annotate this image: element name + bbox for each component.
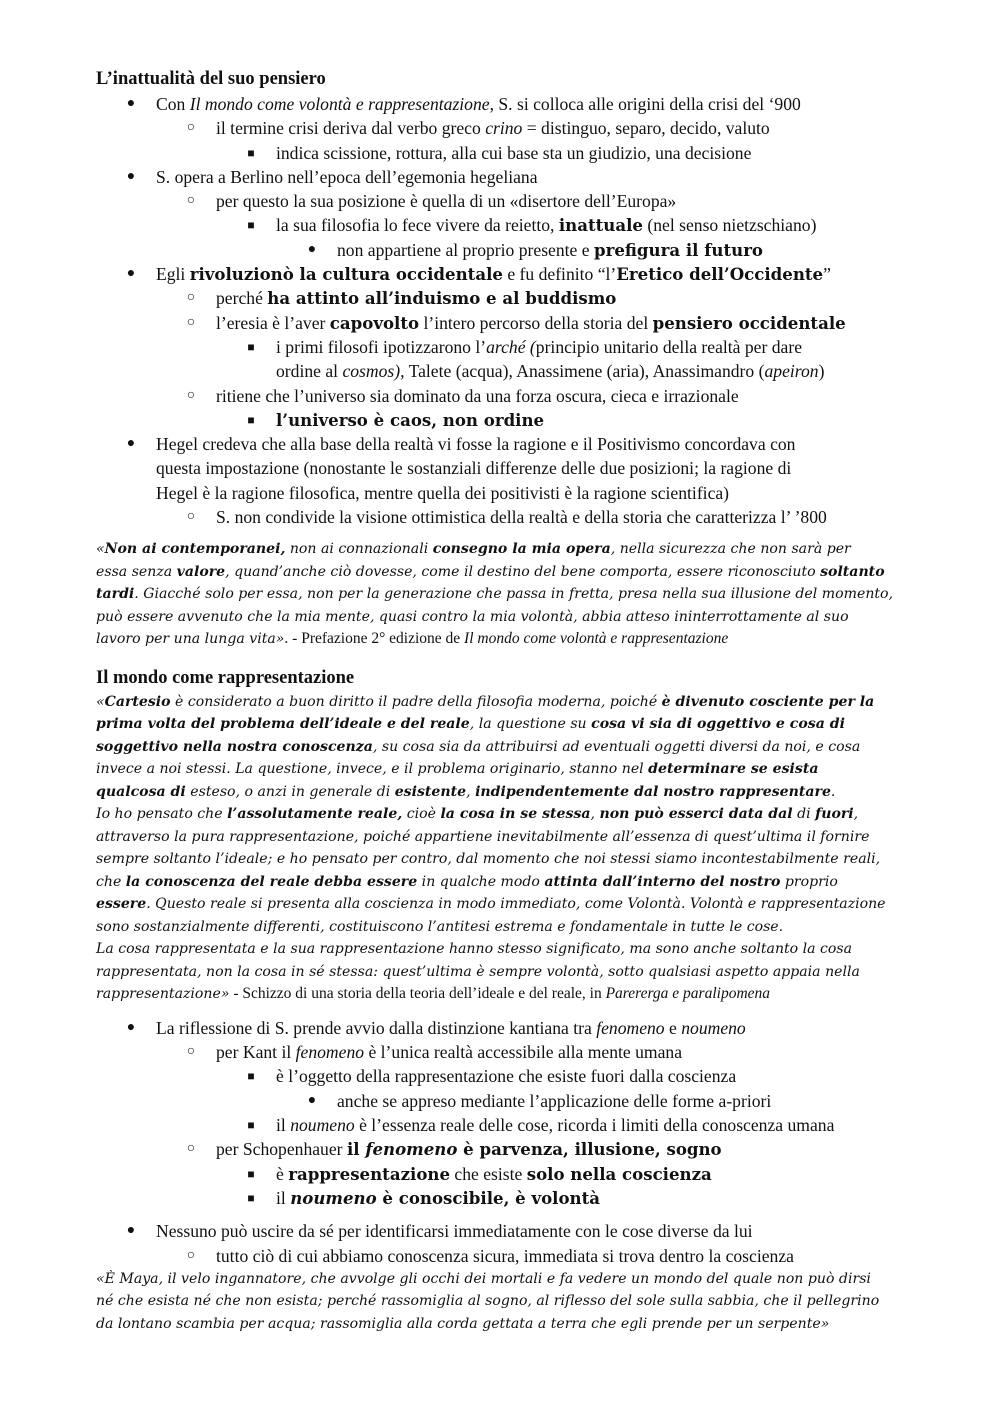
text-bold: rivoluzionò la cultura occidentale (189, 264, 503, 285)
text: è l’unica realtà accessibile alla mente umana (364, 1042, 683, 1063)
text-bold: consegno la mia opera (432, 541, 611, 558)
text: che esiste (450, 1163, 527, 1184)
text-bold: Eretico dell’Occidente (616, 264, 824, 285)
text-italic: crino (485, 118, 523, 139)
text-bold: è parvenza, illusione, sogno (457, 1139, 722, 1160)
text-bold-italic: noumeno (290, 1187, 377, 1208)
text-bold: tardi (96, 586, 135, 603)
text: i primi filosofi ipotizzarono l’ (276, 336, 487, 357)
list-item (96, 1040, 930, 1064)
text: è l’essenza reale delle cose, ricorda i limiti della conoscenza umana (354, 1115, 835, 1136)
list-item (96, 116, 930, 140)
circle-bullet-icon: ○ (186, 387, 196, 403)
spacer (96, 529, 930, 538)
text-source: - Schizzo di una storia della teoria dell’ideale e del reale, in (229, 985, 606, 1003)
text-bold: rappresentazione (288, 1163, 451, 1184)
text-bold: soltanto (820, 563, 885, 580)
circle-bullet-icon: ○ (186, 120, 196, 136)
text: anche se appreso mediante l’applicazione delle forme a-priori (337, 1090, 772, 1111)
bullet-icon: ● (307, 1092, 317, 1108)
text: , S. si colloca alle origini della crisi del ‘900 (489, 94, 801, 114)
quote-line: sono sostanzialmente differenti, costituiscono l’antitesi estrema e fondamentale in tutte le cose. (96, 918, 784, 935)
list-item (96, 213, 930, 237)
text: , la questione su (469, 716, 592, 733)
text: cioè (402, 806, 441, 823)
quote-cartesio (96, 691, 930, 1006)
quote-line (96, 781, 930, 804)
square-bullet-icon: ■ (247, 218, 255, 233)
text: Talete (acqua), Anassimene (aria), Anassimandro ( (404, 361, 765, 382)
quote-line: «È Maya, il velo ingannatore, che avvolge gli occhi dei mortali e fa vedere un mondo del quale non può dirsi (96, 1270, 871, 1287)
text: S. opera a Berlino nell’epoca dell’egemonia hegeliana (156, 166, 538, 187)
text: che (96, 873, 126, 890)
quote-line (96, 583, 930, 606)
text: . Giacché solo per essa, non per la generazione che passa in fretta, presa nella sua illusione del momento, (134, 586, 894, 603)
quote-line (96, 736, 930, 759)
bullet-icon: ● (307, 241, 317, 257)
text-italic: apeiron (764, 361, 819, 382)
square-bullet-icon: ■ (247, 1069, 255, 1084)
text-italic: noumeno (290, 1115, 355, 1136)
text: , (590, 806, 600, 823)
list-item (96, 189, 930, 213)
text-italic: arché ( (486, 336, 536, 357)
list-item (96, 1089, 930, 1113)
text-bold: la cosa in se stessa (440, 806, 591, 823)
text-source-title: Il mondo come volontà e rappresentazione (464, 630, 729, 648)
text: Hegel è la ragione filosofica, mentre quella dei positivisti è la ragione scientifica) (156, 482, 730, 503)
text-italic: Il mondo come volontà e rappresentazione (189, 94, 490, 114)
text: Egli (156, 264, 190, 285)
list-item (96, 1016, 930, 1040)
bullet-icon: ● (126, 266, 136, 282)
text: « (96, 541, 105, 558)
bullet-list-rappresentazione (96, 1016, 930, 1268)
quote-line: sempre soltanto l’ideale; e ho pensato per contro, dal momento che noi stessi siamo incontestabilmente reali, (96, 851, 881, 868)
text: proprio (780, 873, 838, 890)
spacer (96, 1210, 930, 1219)
text: , quand’anche ciò dovesse, come il destino del bene comporta, essere riconosciuto (225, 563, 821, 580)
list-item (96, 1064, 930, 1088)
section-title-rappresentazione: Il mondo come rappresentazione (96, 667, 355, 688)
list-item (96, 1137, 930, 1161)
text: . (830, 783, 836, 800)
text: , (466, 783, 476, 800)
quote-line (96, 713, 930, 736)
list-item (96, 1219, 930, 1243)
list-item (96, 92, 930, 116)
circle-bullet-icon: ○ (186, 193, 196, 209)
text: questa impostazione (nonostante le sostanziali differenze delle due posizioni; la ragione di (156, 458, 792, 479)
text: . Questo reale si presenta alla coscienza in modo immediato, come Volontà. Volontà e rappresentazione (146, 896, 886, 913)
text: il (276, 1187, 291, 1208)
quote-line: La cosa rappresentata e la sua rappresentazione hanno stesso significato, ma sono anche soltanto la cosa (96, 941, 853, 958)
text: esteso, o anzi in generale di (185, 783, 395, 800)
list-item (96, 238, 930, 262)
text: il termine crisi deriva dal verbo greco (216, 118, 486, 139)
text: Con (156, 94, 190, 114)
list-item (96, 262, 930, 286)
text: principio unitario della realtà per dare (535, 336, 803, 357)
quote-line: attraverso la pura rappresentazione, poiché appartiene inevitabilmente all’essenza di quest’ultima il fornire (96, 828, 870, 845)
text: Nessuno può uscire da sé per identificarsi immediatamente con le cose diverse da lui (156, 1221, 753, 1242)
list-item (96, 1244, 930, 1268)
square-bullet-icon: ■ (247, 1190, 255, 1205)
text: il (276, 1115, 291, 1136)
bullet-icon: ● (126, 436, 136, 452)
text: tutto ciò di cui abbiamo conoscenza sicura, immediata si trova dentro la coscienza (216, 1245, 794, 1266)
text-bold: soggettivo nella nostra conoscenza (96, 738, 373, 755)
text: ) (818, 361, 825, 382)
text-bold: ha attinto all’induismo e al buddismo (267, 288, 617, 309)
text: « (96, 693, 105, 710)
bullet-icon: ● (126, 1223, 136, 1239)
spacer (96, 651, 930, 665)
text: è (276, 1163, 289, 1184)
text-bold: l’universo è caos, non ordine (276, 409, 545, 430)
text: S. non condivide la visione ottimistica della realtà e della storia che caratterizza l’ ’800 (216, 507, 827, 528)
text-italic: cosmos), (342, 361, 405, 382)
list-item-continuation (96, 481, 930, 505)
list-item (96, 141, 930, 165)
list-item (96, 432, 930, 456)
list-item-continuation (96, 359, 930, 383)
text: per questo la sua posizione è quella di un «disertore dell’Europa» (216, 191, 677, 212)
text-bold: determinare se esista (648, 761, 819, 778)
text: l’intero percorso della storia del (419, 312, 653, 333)
text: e (664, 1017, 682, 1038)
text: Io ho pensato che (96, 806, 228, 823)
text: Hegel credeva che alla base della realtà vi fosse la ragione e il Positivismo concordava con (156, 434, 796, 455)
text-bold: fuori (815, 806, 854, 823)
bullet-icon: ● (126, 96, 136, 111)
text-bold: attinta dall’interno del nostro (544, 873, 781, 890)
quote-prefazione (96, 538, 930, 651)
text-bold-italic: fenomeno (365, 1139, 458, 1160)
quote-line (96, 983, 930, 1006)
text-source-title: Parererga e paralipomena (605, 985, 771, 1003)
list-item (96, 1162, 930, 1186)
text-bold: è conoscibile, è volontà (376, 1187, 601, 1208)
text: è considerato a buon diritto il padre della filosofia moderna, poiché (170, 693, 662, 710)
list-item (96, 384, 930, 408)
text: la sua filosofia lo fece vivere da reietto, (276, 215, 559, 236)
circle-bullet-icon: ○ (186, 1141, 196, 1157)
square-bullet-icon: ■ (247, 1118, 255, 1133)
quote-line: né che esista né che non esista; perché rassomiglia al sogno, al riflesso del sole sulla sabbia, che il pellegrino (96, 1293, 880, 1310)
square-bullet-icon: ■ (247, 1166, 255, 1181)
text-italic: noumeno (681, 1017, 746, 1038)
list-item (96, 286, 930, 310)
circle-bullet-icon: ○ (186, 1247, 196, 1263)
text: = distinguo, separo, decido, valuto (522, 118, 770, 139)
circle-bullet-icon: ○ (186, 290, 196, 306)
quote-line (96, 758, 930, 781)
quote-line (96, 871, 930, 894)
text-bold: non può esserci data dal (599, 806, 793, 823)
text-italic: fenomeno (596, 1017, 665, 1038)
bullet-icon: ● (126, 1019, 136, 1035)
text-bold: Non ai contemporanei, (104, 541, 286, 558)
list-item-continuation (96, 456, 930, 480)
text-bold: la conoscenza del reale debba essere (125, 873, 418, 890)
circle-bullet-icon: ○ (186, 1044, 196, 1060)
text: l’eresia è l’aver (216, 312, 330, 333)
section-title-inattualita: L’inattualità del suo pensiero (96, 69, 326, 89)
square-bullet-icon: ■ (247, 339, 255, 354)
text: in qualche modo (417, 873, 545, 890)
quote-maya (96, 1268, 930, 1336)
quote-line (96, 561, 930, 584)
quote-line: rappresentata, non la cosa in sé stessa: quest’ultima è sempre volontà, sotto qualsiasi aspetto appaia nella (96, 963, 860, 980)
text: , (853, 806, 859, 823)
text: è l’oggetto della rappresentazione che esiste fuori dalla coscienza (276, 1066, 737, 1087)
text: , nella sicurezza che non sarà per (610, 541, 851, 558)
list-item (96, 505, 930, 529)
circle-bullet-icon: ○ (186, 509, 196, 525)
spacer (96, 1006, 930, 1016)
text: essa senza (96, 563, 177, 580)
text-bold: pensiero occidentale (652, 312, 846, 333)
text-bold: prima volta del problema dell’ideale e del reale (96, 716, 470, 733)
text-bold: inattuale (558, 215, 643, 236)
text: La riflessione di S. prende avvio dalla distinzione kantiana tra (156, 1017, 597, 1038)
text-bold: l’assolutamente reale, (227, 806, 403, 823)
text: per Schopenhauer (216, 1139, 347, 1160)
text: indica scissione, rottura, alla cui base sta un giudizio, una decisione (276, 142, 752, 163)
text-bold: prefigura il futuro (593, 239, 764, 260)
text-bold: qualcosa di (96, 783, 186, 800)
text-bold: valore (176, 563, 226, 580)
list-item (96, 311, 930, 335)
bullet-list-inattualita (96, 92, 930, 529)
quote-line (96, 628, 930, 651)
list-item (96, 335, 930, 359)
quote-line: da lontano scambia per acqua; rassomiglia alla corda gettata a terra che egli prende per un serpente» (96, 1315, 830, 1332)
text-bold: esistente (394, 783, 467, 800)
quote-line (96, 538, 930, 561)
quote-line: può essere avvenuto che la mia mente, quasi contro la mia volontà, abbia atteso ininterrottamente al suo (96, 608, 849, 625)
list-item (96, 408, 930, 432)
text: ” (823, 264, 831, 285)
quote-line (96, 691, 930, 714)
list-item (96, 1186, 930, 1210)
text: (nel senso nietzschiano) (642, 215, 817, 236)
text-source: . - Prefazione 2° edizione de (284, 630, 465, 648)
text-bold: Cartesio (104, 693, 171, 710)
text-bold: il (346, 1139, 366, 1160)
text-bold: è divenuto cosciente per la (661, 693, 875, 710)
text: perché (216, 288, 268, 309)
square-bullet-icon: ■ (247, 145, 255, 160)
quote-line (96, 893, 930, 916)
list-item (96, 1113, 930, 1137)
square-bullet-icon: ■ (247, 412, 255, 427)
text: di (792, 806, 816, 823)
text: ordine al (276, 361, 343, 382)
text: e fu definito “l’ (502, 264, 617, 285)
text-bold: capovolto (329, 312, 420, 333)
text: invece a noi stessi. La questione, invece, e il problema originario, stanno nel (96, 761, 649, 778)
text-italic: fenomeno (295, 1042, 365, 1063)
text: per Kant il (216, 1042, 296, 1063)
text-bold: cosa vi sia di oggettivo e cosa di (591, 716, 845, 733)
quote-line (96, 803, 930, 826)
list-item (96, 165, 930, 189)
circle-bullet-icon: ○ (186, 314, 196, 330)
text: ritiene che l’universo sia dominato da una forza oscura, cieca e irrazionale (216, 385, 739, 406)
text-bold: essere (96, 896, 147, 913)
text-bold: indipendentemente dal nostro rappresentare (475, 783, 831, 800)
bullet-icon: ● (126, 168, 136, 184)
text: rappresentazione» (96, 986, 230, 1003)
text: , su cosa sia da attribuirsi ad eventuali oggetti diversi da noi, e cosa (372, 738, 861, 755)
text: non ai connazionali (285, 541, 433, 558)
text: lavoro per una lunga vita» (96, 631, 285, 648)
text: non appartiene al proprio presente e (337, 239, 594, 260)
text-bold: solo nella coscienza (526, 1163, 712, 1184)
